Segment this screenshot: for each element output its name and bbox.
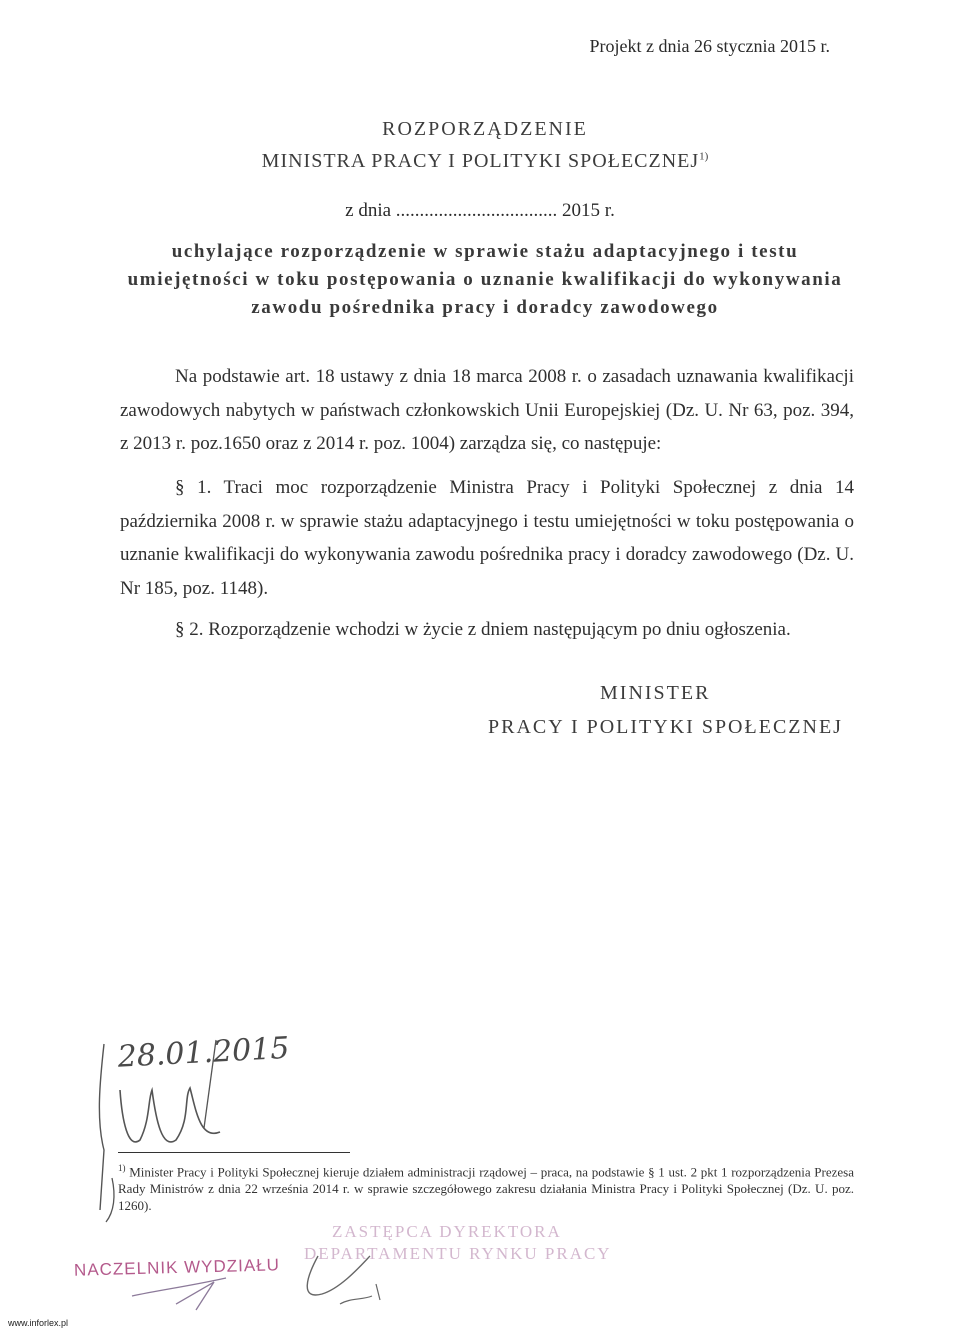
issuing-authority-text: MINISTRA PRACY I POLITYKI SPOŁECZNEJ [261, 150, 700, 172]
section-1-paragraph: § 1. Traci moc rozporządzenie Ministra Pracy i Polityki Społecznej z dnia 14 października 2008 r. w sprawie stażu adaptacyjnego i testu umiejętności w toku postępowania o uznanie kwalifikacji do wykonywania zawodu pośrednika pracy i doradcy zawodowego (Dz. U. Nr 185, poz. 1148). [120, 477, 854, 599]
section-2-paragraph: § 2. Rozporządzenie wchodzi w życie z dniem następującym po dniu ogłoszenia. [175, 619, 791, 640]
footnote [118, 1160, 854, 1214]
subject-line-2: umiejętności w toku postępowania o uznanie kwalifikacji do wykonywania [127, 269, 843, 290]
stamp-deputy-director: ZASTĘPCA DYREKTORA [332, 1222, 562, 1241]
stamp-department: DEPARTAMENTU RYNKU PRACY [304, 1244, 612, 1263]
handwritten-date: 28.01.2015 [116, 1030, 291, 1075]
footnote-text: Minister Pracy i Polityki Społecznej kieruje działem administracji rządowej – praca, na podstawie § 1 ust. 2 pkt 1 rozporządzenia Prezesa Rady Ministrów z dnia 22 września 2014 r. w sprawie szczegółowego zakresu działania Ministra Pracy i Polityki Społecznej (Dz. U. poz. 1260). [118, 1164, 855, 1214]
footnote-separator [118, 1152, 350, 1153]
subject-line-3: zawodu pośrednika pracy i doradcy zawodowego [251, 297, 719, 318]
project-date: Projekt z dnia 26 stycznia 2015 r. [589, 36, 830, 56]
signatory-ministry: PRACY I POLITYKI SPOŁECZNEJ [488, 716, 843, 738]
legal-basis-paragraph: Na podstawie art. 18 ustawy z dnia 18 marca 2008 r. o zasadach uznawania kwalifikacji zawodowych nabytych w państwach członkowskich Unii Europejskiej (Dz. U. Nr 63, poz. 394, z 2013 r. poz.1650 oraz z 2014 r. poz. 1004) zarządza się, co następuje: [120, 366, 854, 454]
signatory-title: MINISTER [600, 682, 711, 704]
document-type-title: ROZPORZĄDZENIE [382, 118, 588, 140]
subject-line-1: uchylające rozporządzenie w sprawie stażu adaptacyjnego i testu [171, 241, 799, 262]
stamp-department-head: NACZELNIK WYDZIAŁU [73, 1255, 281, 1280]
source-watermark: www.inforlex.pl [8, 1318, 69, 1328]
regulation-date: z dnia .................................. 2015 r. [345, 200, 615, 221]
footnote-reference: 1) [699, 150, 709, 163]
footnote-marker: 1) [118, 1163, 126, 1173]
